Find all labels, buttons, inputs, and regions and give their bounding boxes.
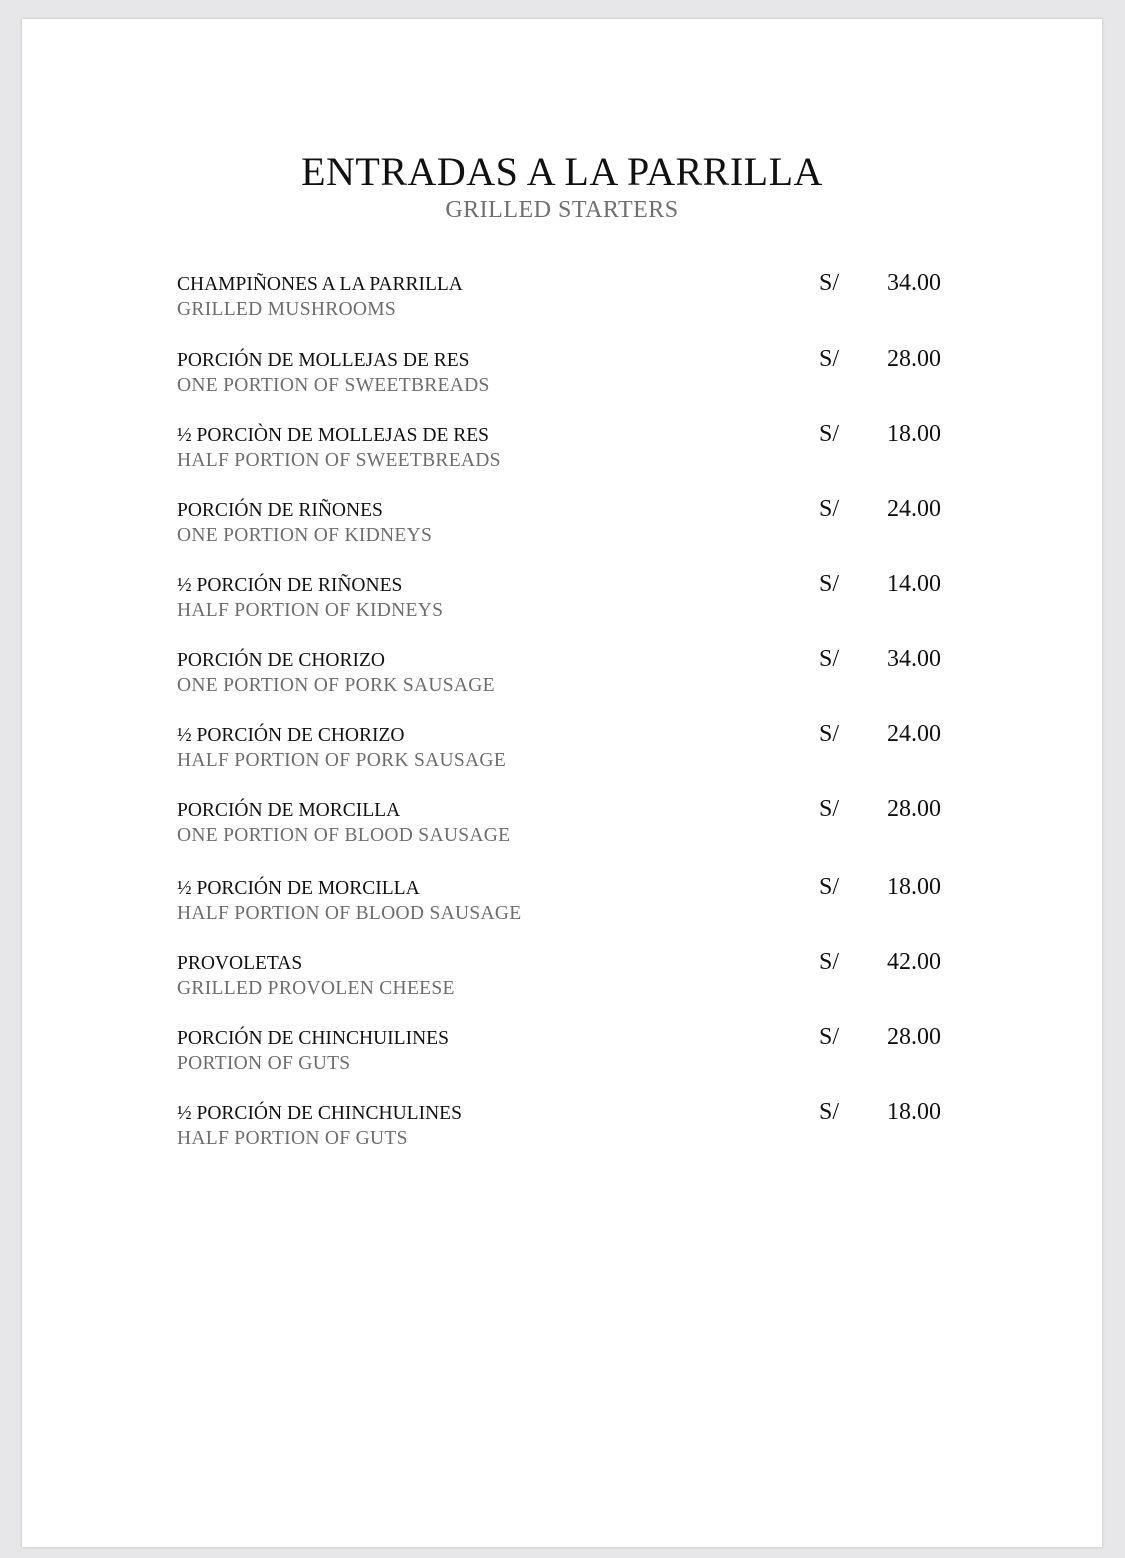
item-name-english: ONE PORTION OF BLOOD SAUSAGE — [177, 825, 511, 846]
item-price: 34.00 — [887, 646, 941, 672]
item-name-spanish: ½ PORCIÓN DE MORCILLA — [177, 878, 420, 899]
item-price: 18.00 — [887, 421, 941, 447]
item-currency: S/ — [819, 874, 840, 900]
item-name-english: GRILLED MUSHROOMS — [177, 299, 397, 320]
item-name-spanish: PORCIÓN DE CHORIZO — [177, 650, 386, 671]
item-currency: S/ — [819, 1024, 840, 1050]
item-name-spanish: PORCIÓN DE MOLLEJAS DE RES — [177, 350, 470, 371]
item-price: 28.00 — [887, 796, 941, 822]
item-name-spanish: CHAMPIÑONES A LA PARRILLA — [177, 274, 463, 295]
item-name-spanish: ½ PORCIÓN DE RIÑONES — [177, 575, 403, 596]
item-name-english: HALF PORTION OF PORK SAUSAGE — [177, 750, 507, 771]
item-price: 24.00 — [887, 721, 941, 747]
item-currency: S/ — [819, 571, 840, 597]
menu-item — [177, 270, 977, 333]
item-currency: S/ — [819, 346, 840, 372]
item-name-english: ONE PORTION OF KIDNEYS — [177, 525, 433, 546]
item-name-spanish: ½ PORCIÒN DE MOLLEJAS DE RES — [177, 425, 490, 446]
item-currency: S/ — [819, 949, 840, 975]
menu-page — [22, 19, 1102, 1547]
item-name-english: HALF PORTION OF KIDNEYS — [177, 600, 444, 621]
menu-item — [177, 571, 977, 634]
item-price: 14.00 — [887, 571, 941, 597]
page-subtitle: GRILLED STARTERS — [445, 197, 679, 223]
menu-item — [177, 496, 977, 559]
menu-item — [177, 874, 977, 937]
menu-item — [177, 346, 977, 409]
menu-item — [177, 949, 977, 1012]
menu-item — [177, 1099, 977, 1162]
item-currency: S/ — [819, 721, 840, 747]
menu-item — [177, 1024, 977, 1087]
item-currency: S/ — [819, 1099, 840, 1125]
item-price: 28.00 — [887, 1024, 941, 1050]
item-name-english: HALF PORTION OF SWEETBREADS — [177, 450, 501, 471]
item-currency: S/ — [819, 496, 840, 522]
item-currency: S/ — [819, 796, 840, 822]
item-name-english: ONE PORTION OF PORK SAUSAGE — [177, 675, 495, 696]
page-title: ENTRADAS A LA PARRILLA — [301, 149, 823, 194]
item-price: 34.00 — [887, 270, 941, 296]
item-name-spanish: PORCIÓN DE MORCILLA — [177, 800, 401, 821]
item-name-english: HALF PORTION OF GUTS — [177, 1128, 408, 1149]
item-name-spanish: PORCIÓN DE CHINCHUILINES — [177, 1028, 449, 1049]
item-name-spanish: ½ PORCIÓN DE CHORIZO — [177, 725, 405, 746]
menu-item — [177, 646, 977, 709]
item-name-english: HALF PORTION OF BLOOD SAUSAGE — [177, 903, 522, 924]
item-price: 18.00 — [887, 874, 941, 900]
item-price: 28.00 — [887, 346, 941, 372]
item-currency: S/ — [819, 421, 840, 447]
item-name-english: PORTION OF GUTS — [177, 1053, 351, 1074]
item-name-english: ONE PORTION OF SWEETBREADS — [177, 375, 490, 396]
item-currency: S/ — [819, 270, 840, 296]
menu-item — [177, 796, 977, 859]
item-price: 42.00 — [887, 949, 941, 975]
item-name-spanish: PORCIÓN DE RIÑONES — [177, 500, 383, 521]
menu-item — [177, 421, 977, 484]
item-name-english: GRILLED PROVOLEN CHEESE — [177, 978, 455, 999]
item-price: 24.00 — [887, 496, 941, 522]
item-name-spanish: PROVOLETAS — [177, 953, 303, 974]
menu-item — [177, 721, 977, 784]
item-currency: S/ — [819, 646, 840, 672]
item-name-spanish: ½ PORCIÓN DE CHINCHULINES — [177, 1103, 462, 1124]
item-price: 18.00 — [887, 1099, 941, 1125]
